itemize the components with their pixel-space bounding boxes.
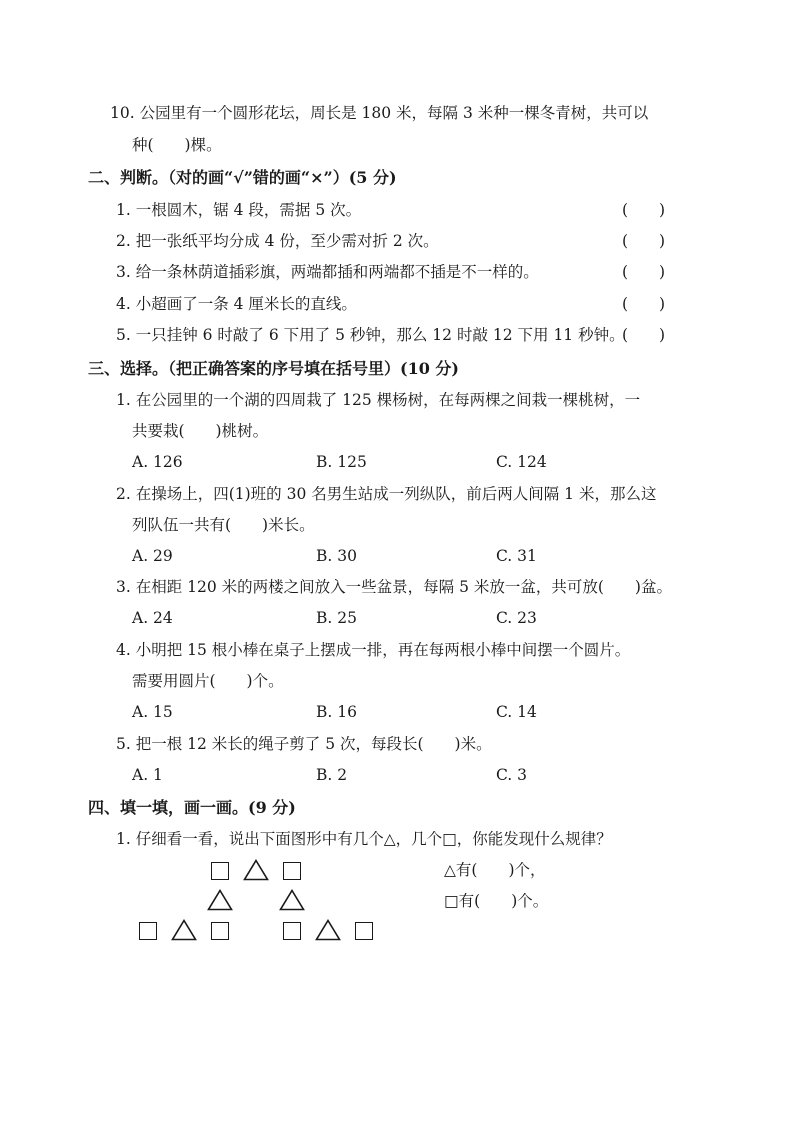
square-shape — [283, 862, 301, 880]
square-count-prompt: □有( )个。 — [444, 892, 549, 910]
square-shape — [283, 922, 301, 940]
choice-q3-option-c[interactable]: C. 23 — [496, 609, 537, 627]
section-3-title: 三、选择。（把正确答案的序号填在括号里）(10 分) — [88, 359, 459, 378]
triangle-shape — [207, 889, 233, 911]
choice-q4-option-a[interactable]: A. 15 — [132, 703, 173, 721]
choice-q5-option-c[interactable]: C. 3 — [496, 766, 528, 784]
judge-item-4: 4. 小超画了一条 4 厘米长的直线。 — [116, 295, 357, 313]
choice-q2-option-b[interactable]: B. 30 — [316, 547, 357, 565]
judge-blank-3[interactable]: ( ) — [622, 263, 666, 281]
judge-item-5: 5. 一只挂钟 6 时敲了 6 下用了 5 秒钟，那么 12 时敲 12 下用 11 秒钟。 — [116, 326, 625, 344]
triangle-shape — [279, 889, 305, 911]
choice-q4-option-b[interactable]: B. 16 — [316, 703, 357, 721]
choice-q4-line2: 需要用圆片( )个。 — [132, 672, 284, 690]
judge-item-2: 2. 把一张纸平均分成 4 份，至少需对折 2 次。 — [116, 232, 439, 250]
square-shape — [211, 922, 229, 940]
choice-q4-option-c[interactable]: C. 14 — [496, 703, 537, 721]
choice-q5-option-b[interactable]: B. 2 — [316, 766, 348, 784]
square-shape — [355, 922, 373, 940]
choice-q3-option-b[interactable]: B. 25 — [316, 609, 357, 627]
choice-q2-line1: 2. 在操场上，四(1)班的 30 名男生站成一列纵队，前后两人间隔 1 米，那么这 — [116, 485, 657, 503]
choice-q5-line1: 5. 把一根 12 米长的绳子剪了 5 次，每段长( )米。 — [116, 735, 492, 753]
choice-q5-option-a[interactable]: A. 1 — [132, 766, 163, 784]
judge-item-3: 3. 给一条林荫道插彩旗，两端都插和两端都不插是不一样的。 — [116, 263, 539, 281]
triangle-count-prompt: △有( )个， — [444, 861, 546, 879]
judge-blank-1[interactable]: ( ) — [622, 201, 666, 219]
choice-q2-option-a[interactable]: A. 29 — [132, 547, 173, 565]
square-shape — [211, 862, 229, 880]
q10-line2: 种( )棵。 — [132, 136, 222, 154]
q10-line1: 10. 公园里有一个圆形花坛，周长是 180 米，每隔 3 米种一棵冬青树，共可以 — [110, 104, 649, 122]
choice-q1-option-c[interactable]: C. 124 — [496, 453, 547, 471]
section-4-title: 四、填一填，画一画。(9 分) — [88, 798, 296, 817]
choice-q1-option-b[interactable]: B. 125 — [316, 453, 367, 471]
triangle-shape — [315, 919, 341, 941]
judge-blank-4[interactable]: ( ) — [622, 295, 666, 313]
triangle-shape — [171, 919, 197, 941]
choice-q2-option-c[interactable]: C. 31 — [496, 547, 537, 565]
judge-blank-5[interactable]: ( ) — [622, 326, 666, 344]
choice-q1-line1: 1. 在公园里的一个湖的四周栽了 125 棵杨树，在每两棵之间栽一棵桃树，一 — [116, 391, 641, 409]
fill-q1-line1: 1. 仔细看一看，说出下面图形中有几个△，几个□，你能发现什么规律？ — [116, 830, 612, 848]
choice-q3-option-a[interactable]: A. 24 — [132, 609, 173, 627]
square-shape — [139, 922, 157, 940]
choice-q2-line2: 列队伍一共有( )米长。 — [132, 516, 315, 534]
judge-blank-2[interactable]: ( ) — [622, 232, 666, 250]
choice-q3-line1: 3. 在相距 120 米的两楼之间放入一些盆景，每隔 5 米放一盆，共可放( )盆。 — [116, 578, 672, 596]
choice-q1-line2: 共要栽( )桃树。 — [132, 422, 269, 440]
triangle-shape — [243, 859, 269, 881]
choice-q4-line1: 4. 小明把 15 根小棒在桌子上摆成一排，再在每两根小棒中间摆一个圆片。 — [116, 641, 631, 659]
judge-item-1: 1. 一根圆木，锯 4 段，需据 5 次。 — [116, 201, 362, 219]
section-2-title: 二、判断。（对的画“√”错的画“×”）(5 分) — [88, 168, 397, 187]
choice-q1-option-a[interactable]: A. 126 — [132, 453, 183, 471]
